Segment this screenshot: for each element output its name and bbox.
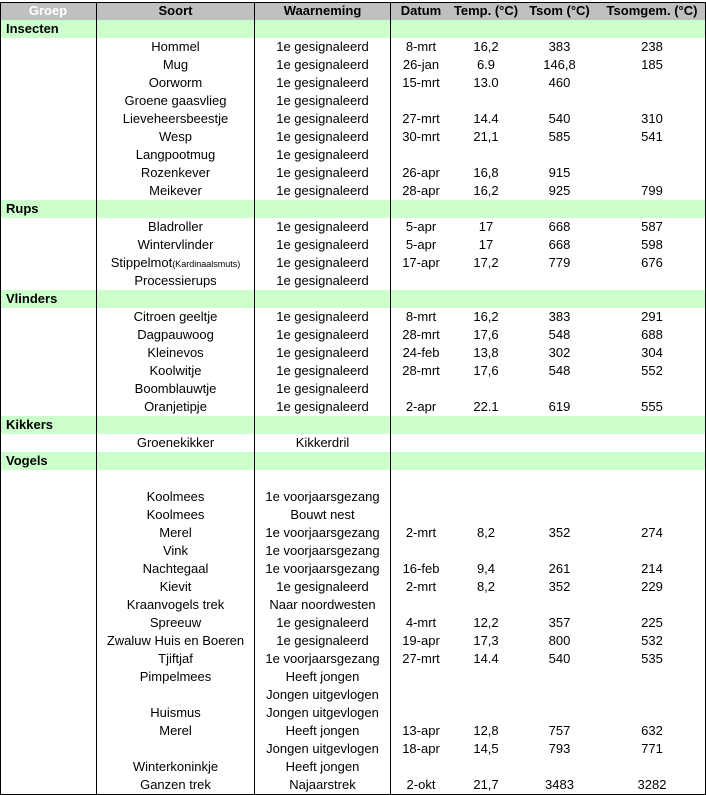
cell-temp (451, 146, 521, 164)
cell-soort: Wesp (159, 129, 192, 144)
cell-datum: 2-apr (405, 399, 437, 414)
cell-soort: Wintervlinder (137, 237, 214, 252)
cell-waarneming: 1e voorjaarsgezang (265, 543, 380, 558)
cell-tsom: 757 (548, 723, 571, 738)
cell-waarneming: 1e gesignaleerd (276, 615, 369, 630)
cell-soort: Kleinevos (147, 345, 204, 360)
cell-datum: 26-jan (402, 57, 440, 72)
table-row (0, 560, 706, 578)
cell-soort (97, 686, 254, 704)
table-row (0, 542, 706, 560)
cell-datum (391, 470, 451, 488)
cell-tsom: 146,8 (543, 57, 576, 72)
cell-tsom (521, 758, 598, 776)
cell-soort: Winterkoninkje (132, 759, 219, 774)
cell-waarneming: 1e gesignaleerd (276, 39, 369, 54)
cell-temp: 16,2 (473, 39, 499, 54)
cell-tsomgem: 676 (641, 255, 663, 270)
table-row (0, 650, 706, 668)
cell-soort: Nachtegaal (142, 561, 209, 576)
cell-tsom: 668 (548, 219, 571, 234)
cell-soort: Koolmees (146, 489, 205, 504)
table-row (0, 92, 706, 110)
cell-tsom (521, 704, 598, 722)
cell-tsom (521, 470, 598, 488)
cell-soort: Kievit (159, 579, 192, 594)
cell-soort: Rozenkever (140, 165, 211, 180)
table-row (0, 110, 706, 128)
cell-soort: Boomblauwtje (134, 381, 217, 396)
cell-datum (391, 92, 451, 110)
cell-waarneming: 1e voorjaarsgezang (265, 651, 380, 666)
table-row (0, 398, 706, 416)
table-row (0, 218, 706, 236)
cell-datum (391, 146, 451, 164)
cell-datum (391, 668, 451, 686)
cell-tsom (521, 686, 598, 704)
cell-temp: 13,8 (473, 345, 499, 360)
table-row (0, 614, 706, 632)
cell-soort: Groenekikker (136, 435, 215, 450)
cell-temp: 17,2 (473, 255, 499, 270)
cell-datum: 26-apr (402, 165, 440, 180)
cell-temp: 17 (478, 219, 494, 234)
cell-soort: Tjiftjaf (158, 651, 193, 666)
cell-temp (451, 434, 521, 452)
cell-waarneming: 1e gesignaleerd (276, 57, 369, 72)
cell-soort: Bladroller (148, 219, 203, 234)
table-row (0, 74, 706, 92)
cell-tsom (521, 488, 598, 506)
cell-soort: Dagpauwoog (137, 327, 214, 342)
cell-temp (451, 686, 521, 704)
header-temp: Temp. (°C) (453, 3, 519, 18)
cell-tsom: 668 (548, 237, 571, 252)
cell-datum (391, 542, 451, 560)
cell-tsom (521, 146, 598, 164)
cell-waarneming: Heeft jongen (285, 759, 360, 774)
cell-temp (451, 542, 521, 560)
cell-soort (97, 254, 254, 272)
cell-tsom (521, 596, 598, 614)
table-row (0, 344, 706, 362)
cell-temp: 17,6 (473, 363, 499, 378)
cell-waarneming: 1e voorjaarsgezang (265, 489, 380, 504)
cell-datum: 27-mrt (402, 111, 440, 126)
cell-tsomgem: 632 (641, 723, 663, 738)
cell-soort (97, 470, 254, 488)
cell-tsomgem: 541 (641, 129, 663, 144)
cell-datum: 8-mrt (405, 309, 437, 324)
table-row (0, 326, 706, 344)
cell-soort: Huismus (150, 705, 201, 720)
cell-temp: 9,4 (476, 561, 496, 576)
table-row (0, 686, 706, 704)
cell-tsom: 925 (548, 183, 571, 198)
cell-datum (391, 272, 451, 290)
table-row (0, 704, 706, 722)
cell-tsomgem: 799 (641, 183, 663, 198)
cell-tsomgem (598, 146, 706, 164)
cell-tsomgem (598, 668, 706, 686)
cell-soort: Vink (162, 543, 189, 558)
cell-tsom: 3483 (545, 777, 574, 792)
cell-tsom: 460 (548, 75, 571, 90)
cell-tsom: 383 (548, 309, 571, 324)
cell-tsomgem (598, 686, 706, 704)
table-row (0, 578, 706, 596)
cell-tsomgem: 771 (641, 741, 663, 756)
table-row (0, 632, 706, 650)
cell-waarneming: 1e gesignaleerd (276, 237, 369, 252)
cell-tsom: 352 (548, 525, 571, 540)
cell-soort: Kraanvogels trek (126, 597, 225, 612)
cell-temp: 6.9 (476, 57, 496, 72)
cell-soort: Oorworm (148, 75, 203, 90)
cell-tsomgem: 555 (641, 399, 663, 414)
cell-waarneming: 1e gesignaleerd (276, 111, 369, 126)
cell-tsomgem (598, 542, 706, 560)
cell-waarneming: 1e gesignaleerd (276, 309, 369, 324)
cell-waarneming: 1e gesignaleerd (276, 129, 369, 144)
cell-tsomgem: 274 (641, 525, 663, 540)
cell-tsomgem (598, 488, 706, 506)
cell-tsomgem (598, 596, 706, 614)
cell-soort: Merel (159, 525, 192, 540)
cell-temp: 17,3 (473, 633, 499, 648)
cell-datum: 2-okt (406, 777, 436, 792)
cell-datum: 16-feb (402, 561, 440, 576)
cell-tsom: 779 (548, 255, 571, 270)
header-tsom: Tsom (°C) (529, 3, 590, 18)
table-row (0, 380, 706, 398)
cell-waarneming: 1e gesignaleerd (276, 327, 369, 342)
cell-soort: Processierups (134, 273, 217, 288)
cell-datum (391, 704, 451, 722)
cell-temp: 14,5 (473, 741, 499, 756)
cell-temp: 16,2 (473, 183, 499, 198)
cell-waarneming: 1e gesignaleerd (276, 93, 369, 108)
cell-waarneming: Heeft jongen (285, 723, 360, 738)
cell-tsomgem (598, 74, 706, 92)
cell-tsom: 540 (548, 651, 571, 666)
group-label: Vlinders (6, 291, 58, 306)
cell-tsom: 915 (548, 165, 571, 180)
header-soort: Soort (158, 3, 193, 18)
header-waarneming: Waarneming (283, 3, 362, 18)
cell-temp (451, 506, 521, 524)
table-row (0, 56, 706, 74)
cell-soort: Oranjetipje (144, 399, 207, 414)
cell-tsomgem: 535 (641, 651, 663, 666)
cell-datum: 15-mrt (402, 75, 440, 90)
cell-soort: Hommel (151, 39, 200, 54)
cell-datum: 2-mrt (405, 525, 437, 540)
cell-tsomgem: 214 (641, 561, 663, 576)
cell-soort: Koolmees (146, 507, 205, 522)
cell-temp: 8,2 (476, 525, 496, 540)
group-row (0, 452, 706, 470)
cell-soort: Citroen geeltje (133, 309, 218, 324)
cell-soort: Groene gaasvlieg (124, 93, 227, 108)
cell-waarneming: 1e gesignaleerd (276, 183, 369, 198)
cell-soort: Meikever (149, 183, 202, 198)
group-row (0, 290, 706, 308)
cell-tsomgem: 225 (641, 615, 663, 630)
cell-datum (391, 506, 451, 524)
table-row (0, 776, 706, 794)
cell-temp (451, 470, 521, 488)
cell-soort (97, 740, 254, 758)
cell-soort-main: Stippelmot (110, 255, 173, 270)
cell-tsom: 619 (548, 399, 571, 414)
cell-tsomgem (598, 434, 706, 452)
cell-tsomgem (598, 704, 706, 722)
group-row (0, 200, 706, 218)
cell-waarneming: 1e voorjaarsgezang (265, 525, 380, 540)
cell-waarneming: Jongen uitgevlogen (266, 741, 379, 756)
cell-tsom (521, 272, 598, 290)
cell-temp: 17 (478, 237, 494, 252)
cell-temp: 8,2 (476, 579, 496, 594)
cell-soort: Ganzen trek (140, 777, 211, 792)
table-row (0, 164, 706, 182)
cell-soort: Koolwitje (149, 363, 202, 378)
cell-tsomgem: 587 (641, 219, 663, 234)
cell-tsom: 357 (548, 615, 571, 630)
table-row (0, 254, 706, 272)
cell-tsom: 793 (548, 741, 571, 756)
table-row (0, 488, 706, 506)
cell-temp (451, 272, 521, 290)
cell-tsom: 383 (548, 39, 571, 54)
cell-tsom: 540 (548, 111, 571, 126)
cell-tsomgem: 185 (641, 57, 663, 72)
table-row (0, 506, 706, 524)
cell-temp: 12,8 (473, 723, 499, 738)
cell-datum: 4-mrt (405, 615, 437, 630)
cell-temp: 13.0 (473, 75, 499, 90)
table-row (0, 272, 706, 290)
cell-tsomgem (598, 758, 706, 776)
cell-soort: Pimpelmees (139, 669, 212, 684)
cell-soort: Zwaluw Huis en Boeren (106, 633, 245, 648)
cell-tsom: 548 (548, 327, 571, 342)
cell-waarneming: 1e gesignaleerd (276, 579, 369, 594)
table-row (0, 362, 706, 380)
cell-datum: 2-mrt (405, 579, 437, 594)
cell-tsom (521, 434, 598, 452)
column-divider (254, 2, 255, 794)
cell-datum: 24-feb (402, 345, 440, 360)
cell-datum: 13-apr (402, 723, 440, 738)
group-row (0, 416, 706, 434)
cell-datum (391, 380, 451, 398)
table-row (0, 668, 706, 686)
cell-temp (451, 596, 521, 614)
cell-tsomgem (598, 470, 706, 488)
cell-waarneming: 1e gesignaleerd (276, 345, 369, 360)
table-row (0, 722, 706, 740)
cell-datum (391, 488, 451, 506)
cell-datum: 19-apr (402, 633, 440, 648)
cell-tsomgem (598, 164, 706, 182)
cell-datum: 5-apr (405, 219, 437, 234)
cell-datum: 28-apr (402, 183, 440, 198)
cell-waarneming: 1e gesignaleerd (276, 75, 369, 90)
cell-tsom (521, 380, 598, 398)
table-row (0, 434, 706, 452)
cell-waarneming: Kikkerdril (295, 435, 350, 450)
header-datum: Datum (400, 3, 442, 18)
cell-tsom (521, 92, 598, 110)
cell-tsomgem (598, 506, 706, 524)
cell-datum: 30-mrt (402, 129, 440, 144)
cell-tsomgem: 310 (641, 111, 663, 126)
cell-waarneming: Jongen uitgevlogen (266, 687, 379, 702)
cell-soort: Spreeuw (149, 615, 202, 630)
table-row (0, 146, 706, 164)
cell-temp: 16,2 (473, 309, 499, 324)
cell-datum: 27-mrt (402, 651, 440, 666)
cell-datum (391, 434, 451, 452)
group-label: Rups (6, 201, 39, 216)
column-divider (96, 2, 97, 794)
column-divider (390, 2, 391, 794)
table-row (0, 524, 706, 542)
cell-temp: 21,1 (473, 129, 499, 144)
table-row (0, 38, 706, 56)
cell-tsomgem: 304 (641, 345, 663, 360)
cell-waarneming: 1e gesignaleerd (276, 147, 369, 162)
cell-soort: Mug (162, 57, 189, 72)
table-row (0, 308, 706, 326)
table-row (0, 182, 706, 200)
cell-tsom: 548 (548, 363, 571, 378)
cell-tsom: 800 (548, 633, 571, 648)
cell-tsom: 352 (548, 579, 571, 594)
cell-tsomgem (598, 272, 706, 290)
cell-datum: 17-apr (402, 255, 440, 270)
cell-datum: 5-apr (405, 237, 437, 252)
cell-waarneming: Jongen uitgevlogen (266, 705, 379, 720)
group-label: Vogels (6, 453, 48, 468)
group-label: Kikkers (6, 417, 53, 432)
header-groep: Groep (28, 3, 68, 18)
table-row (0, 758, 706, 776)
group-label: Insecten (6, 21, 59, 36)
group-row (0, 20, 706, 38)
cell-datum (391, 758, 451, 776)
table-border (0, 2, 1, 794)
cell-waarneming: 1e gesignaleerd (276, 165, 369, 180)
cell-waarneming: Heeft jongen (285, 669, 360, 684)
cell-waarneming: 1e gesignaleerd (276, 273, 369, 288)
table-row (0, 128, 706, 146)
cell-tsomgem: 238 (641, 39, 663, 54)
cell-tsomgem (598, 380, 706, 398)
cell-temp (451, 704, 521, 722)
table-row (0, 236, 706, 254)
cell-datum: 18-apr (402, 741, 440, 756)
cell-temp: 12,2 (473, 615, 499, 630)
cell-soort: Merel (159, 723, 192, 738)
cell-waarneming: Bouwt nest (290, 507, 355, 522)
table-row (0, 470, 706, 488)
cell-tsomgem: 229 (641, 579, 663, 594)
cell-tsomgem: 3282 (637, 777, 667, 792)
cell-tsomgem: 532 (641, 633, 663, 648)
cell-tsom (521, 506, 598, 524)
cell-soort: Langpootmug (135, 147, 216, 162)
cell-tsomgem: 291 (641, 309, 663, 324)
cell-tsom: 302 (548, 345, 571, 360)
cell-waarneming: 1e gesignaleerd (276, 363, 369, 378)
cell-temp: 17,6 (473, 327, 499, 342)
cell-tsomgem: 688 (641, 327, 663, 342)
cell-waarneming (255, 470, 390, 488)
cell-waarneming: 1e gesignaleerd (276, 255, 369, 270)
cell-waarneming: Naar noordwesten (269, 597, 376, 612)
cell-datum: 28-mrt (402, 327, 440, 342)
table-border (0, 2, 706, 3)
cell-temp (451, 380, 521, 398)
cell-datum: 8-mrt (405, 39, 437, 54)
header-tsomgem: Tsomgem. (°C) (606, 3, 698, 18)
cell-datum: 28-mrt (402, 363, 440, 378)
cell-datum (391, 686, 451, 704)
cell-waarneming: Najaarstrek (289, 777, 356, 792)
cell-waarneming: 1e gesignaleerd (276, 381, 369, 396)
table-row (0, 740, 706, 758)
cell-tsomgem: 598 (641, 237, 663, 252)
table-row (0, 596, 706, 614)
cell-temp: 14.4 (473, 651, 499, 666)
cell-temp (451, 668, 521, 686)
cell-temp: 21,7 (473, 777, 499, 792)
cell-temp (451, 488, 521, 506)
cell-soort-note: (Kardinaalsmuts) (172, 259, 241, 269)
cell-tsom: 585 (548, 129, 571, 144)
cell-tsomgem: 552 (641, 363, 663, 378)
cell-temp (451, 92, 521, 110)
cell-waarneming: 1e gesignaleerd (276, 219, 369, 234)
header-row (0, 2, 706, 20)
cell-waarneming: 1e voorjaarsgezang (265, 561, 380, 576)
cell-tsom: 261 (548, 561, 571, 576)
cell-soort: Lieveheersbeestje (122, 111, 229, 126)
cell-temp: 16,8 (473, 165, 499, 180)
cell-waarneming: 1e gesignaleerd (276, 633, 369, 648)
cell-datum (391, 596, 451, 614)
cell-tsomgem (598, 92, 706, 110)
cell-temp: 22.1 (473, 399, 499, 414)
cell-waarneming: 1e gesignaleerd (276, 399, 369, 414)
cell-temp (451, 758, 521, 776)
cell-tsom (521, 668, 598, 686)
cell-temp: 14.4 (473, 111, 499, 126)
cell-tsom (521, 542, 598, 560)
